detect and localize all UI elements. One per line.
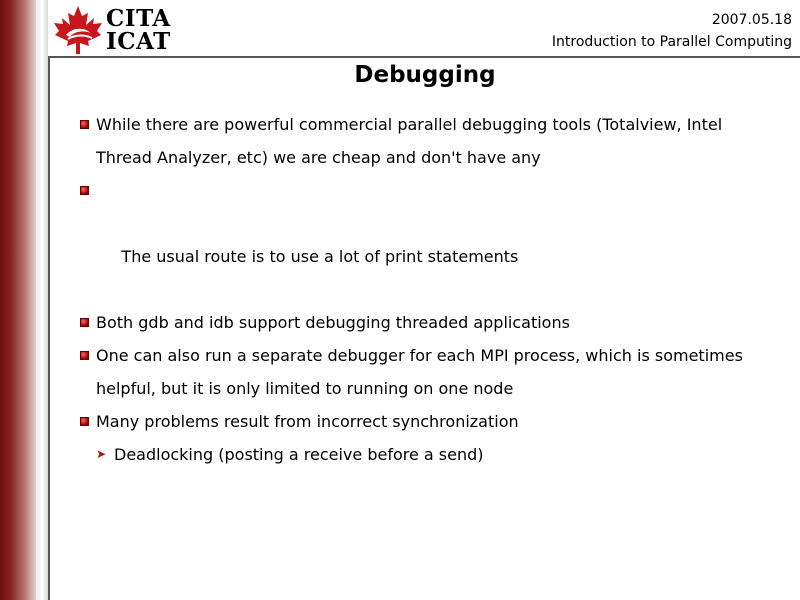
cita-logo	[52, 5, 177, 57]
bullet-list	[80, 108, 780, 471]
logo-text-cita: CITA	[106, 5, 171, 32]
bullet-text: While there are powerful commercial parallel debugging tools (Totalview, Intel Thread Analyzer, etc) we are cheap and don't have any	[96, 115, 723, 167]
maple-leaf-icon	[52, 5, 104, 55]
left-decorative-bar	[0, 0, 36, 600]
bullet-item	[80, 405, 780, 438]
bullet-item	[80, 108, 780, 174]
content-left-border	[48, 58, 50, 600]
sub-bullet-text: Deadlocking (posting a receive before a send)	[114, 445, 484, 464]
course-title: Introduction to Parallel Computing	[551, 34, 792, 50]
bullet-item	[80, 306, 780, 339]
red-square-bullet-icon	[80, 318, 89, 327]
sub-bullet-item	[96, 438, 780, 471]
bullet-text: One can also run a separate debugger for each MPI process, which is sometimes helpful, but it is only limited to running on one node	[96, 346, 743, 398]
slide-title: Debugging	[354, 62, 496, 88]
bullet-item	[80, 339, 780, 405]
bullet-text: Both gdb and idb support debugging threaded applications	[96, 313, 570, 332]
bullet-text: Many problems result from incorrect synchronization	[96, 412, 519, 431]
header-divider	[48, 56, 800, 58]
red-square-bullet-icon	[80, 186, 89, 195]
red-square-bullet-icon	[80, 120, 89, 129]
left-bar-shadow	[36, 0, 48, 600]
red-square-bullet-icon	[80, 417, 89, 426]
slide-date: 2007.05.18	[711, 12, 792, 28]
bullet-text: The usual route is to use a lot of print statements	[116, 247, 519, 266]
red-arrow-bullet-icon: ➤	[96, 447, 107, 461]
logo-text-icat: ICAT	[106, 28, 171, 55]
red-square-bullet-icon	[80, 351, 89, 360]
bullet-item	[80, 174, 780, 306]
